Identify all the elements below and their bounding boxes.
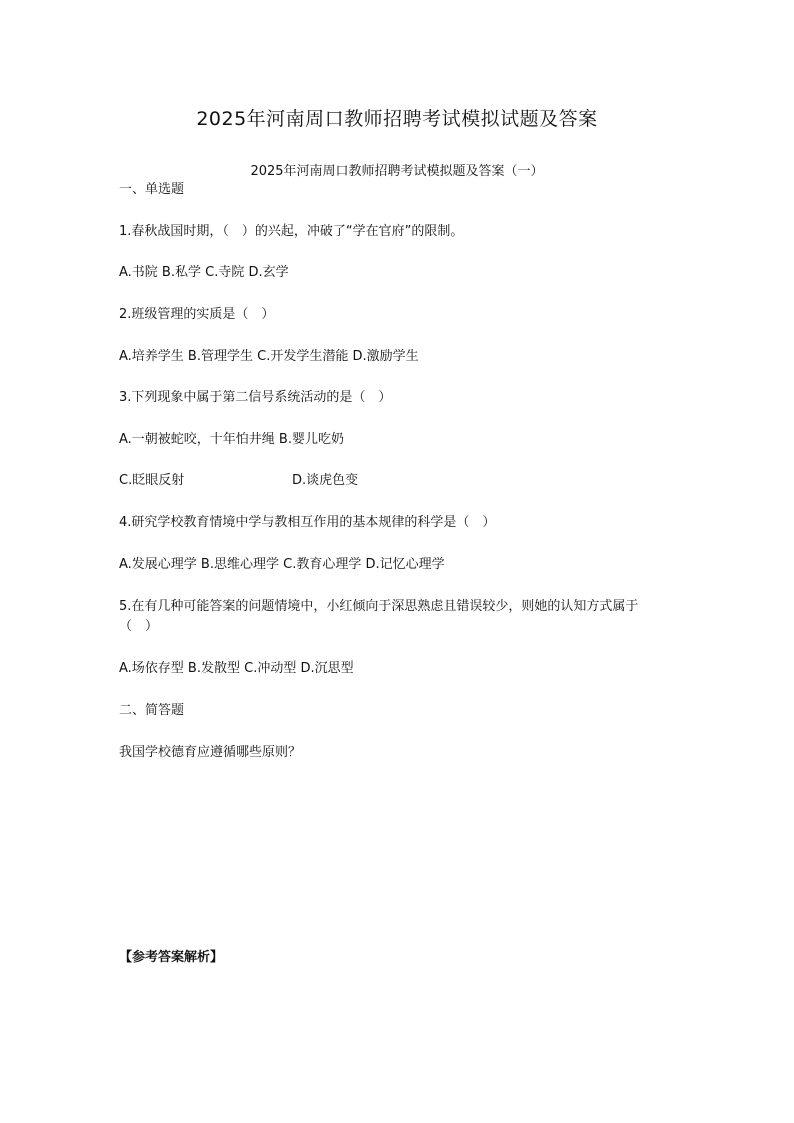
question-3-option-c: C.眨眼反射	[119, 473, 185, 488]
question-5-options: A.场依存型 B.发散型 C.冲动型 D.沉思型	[119, 661, 354, 676]
section-heading-single-choice: 一、单选题	[119, 182, 185, 197]
question-2-options: A.培养学生 B.管理学生 C.开发学生潜能 D.激励学生	[119, 349, 419, 364]
document-title: 2025年河南周口教师招聘考试模拟试题及答案	[196, 108, 598, 130]
question-1-stem: 1.春秋战国时期，（ ）的兴起，冲破了“学在官府”的限制。	[119, 224, 464, 239]
question-3-stem: 3.下列现象中属于第二信号系统活动的是（ ）	[119, 390, 392, 405]
question-3-options: A.一朝被蛇咬，十年怕井绳 B.婴儿吃奶	[119, 432, 344, 447]
question-5-stem: 5.在有几种可能答案的问题情境中，小红倾向于深思熟虑且错误较少，则她的认知方式属于（ ）	[119, 599, 639, 634]
document-subtitle: 2025年河南周口教师招聘考试模拟题及答案（一）	[250, 164, 544, 179]
answer-heading: 【参考答案解析】	[119, 950, 224, 965]
section-heading-short-answer: 二、简答题	[119, 703, 185, 718]
question-4-stem: 4.研究学校教育情境中学与教相互作用的基本规律的科学是（ ）	[119, 515, 496, 530]
short-answer-question: 我国学校德育应遵循哪些原则？	[119, 745, 302, 760]
question-1-options: A.书院 B.私学 C.寺院 D.玄学	[119, 265, 289, 280]
question-3-option-d: D.谈虎色变	[292, 473, 359, 488]
question-2-stem: 2.班级管理的实质是（ ）	[119, 307, 275, 322]
question-4-options: A.发展心理学 B.思维心理学 C.教育心理学 D.记忆心理学	[119, 557, 445, 572]
